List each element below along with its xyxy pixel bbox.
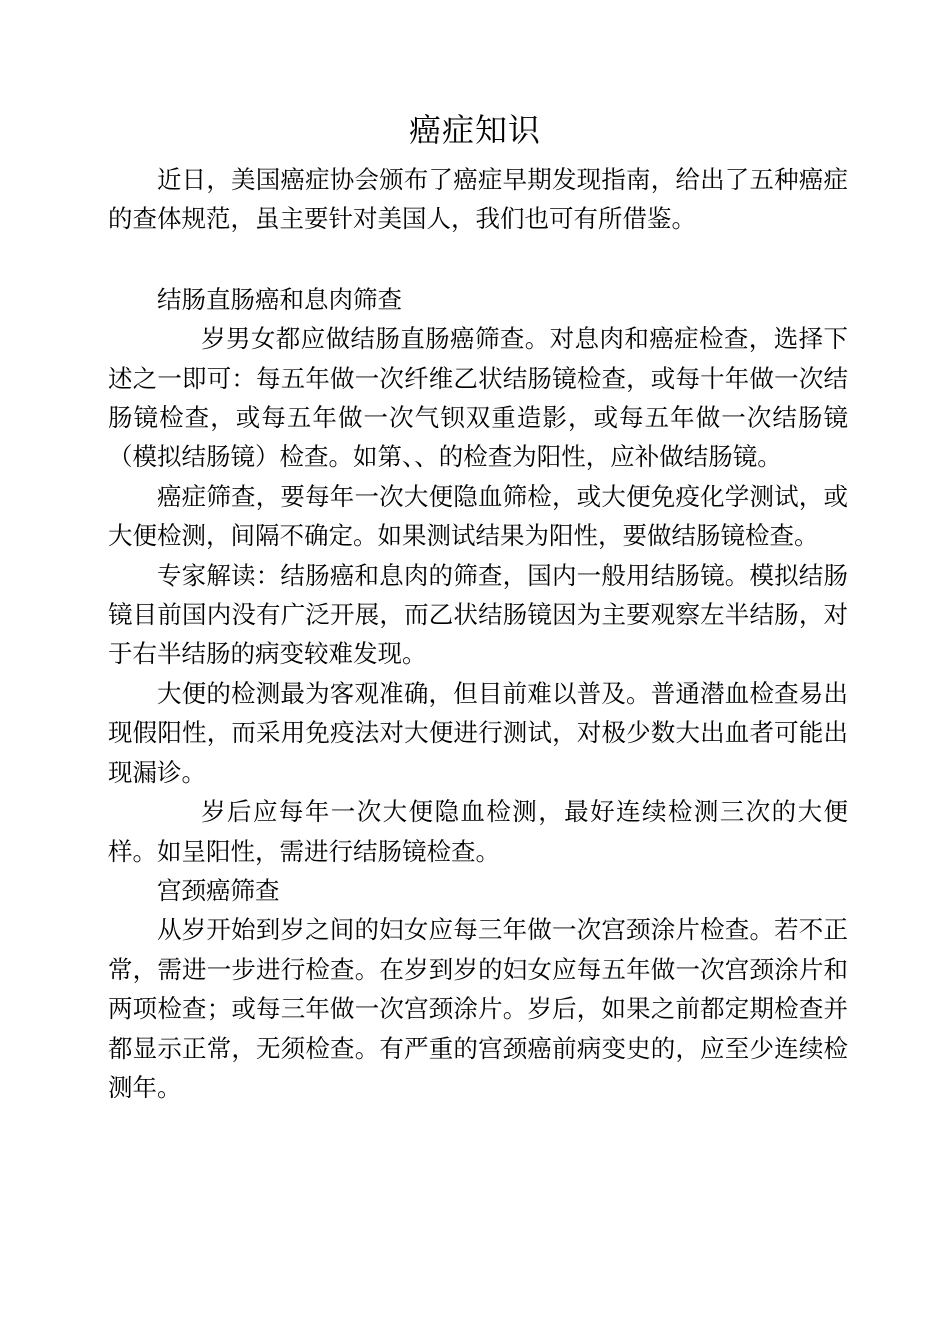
colorectal-screening-paragraph: 岁男女都应做结肠直肠癌筛查。对息肉和癌症检查，选择下述之一即可：每五年做一次纤维乙状结肠镜检查，或每十年做一次结肠镜检查，或每五年做一次气钡双重造影，或每五年做一次结肠镜（模拟结肠镜）检查。如第、、的检查为阳性，应补做结肠镜。 xyxy=(108,324,848,472)
section-heading-cervical: 宫颈癌筛查 xyxy=(157,875,280,905)
blank-line xyxy=(108,239,848,280)
document-title: 癌症知识 xyxy=(408,111,541,149)
expert-commentary-paragraph: 专家解读：结肠癌和息肉的筛查，国内一般用结肠镜。模拟结肠镜目前国内没有广泛开展，而乙状结肠镜因为主要观察左半结肠，对于右半结肠的病变较难发现。 xyxy=(108,560,848,669)
stool-test-paragraph: 癌症筛查，要每年一次大便隐血筛检，或大便免疫化学测试，或大便检测，间隔不确定。如果测试结果为阳性，要做结肠镜检查。 xyxy=(108,481,848,551)
intro-paragraph: 近日，美国癌症协会颁布了癌症早期发现指南，给出了五种癌症的查体规范，虽主要针对美国人，我们也可有所借鉴。 xyxy=(108,165,848,234)
annual-occult-blood-paragraph: 岁后应每年一次大便隐血检测，最好连续检测三次的大便样。如呈阳性，需进行结肠镜检查。 xyxy=(108,797,848,866)
section-heading-colorectal: 结肠直肠癌和息肉筛查 xyxy=(157,284,402,314)
document-body xyxy=(108,160,848,1107)
cervical-screening-paragraph: 从岁开始到岁之间的妇女应每三年做一次宫颈涂片检查。若不正常，需进一步进行检查。在岁到岁的妇女应每五年做一次宫颈涂片和两项检查；或每三年做一次宫颈涂片。岁后，如果之前都定期检查并都显示正常，无须检查。有严重的宫颈癌前病变史的，应至少连续检测年。 xyxy=(108,915,848,1102)
stool-detection-paragraph: 大便的检测最为客观准确，但目前难以普及。普通潜血检查易出现假阳性，而采用免疫法对大便进行测试，对极少数大出血者可能出现漏诊。 xyxy=(108,678,848,787)
